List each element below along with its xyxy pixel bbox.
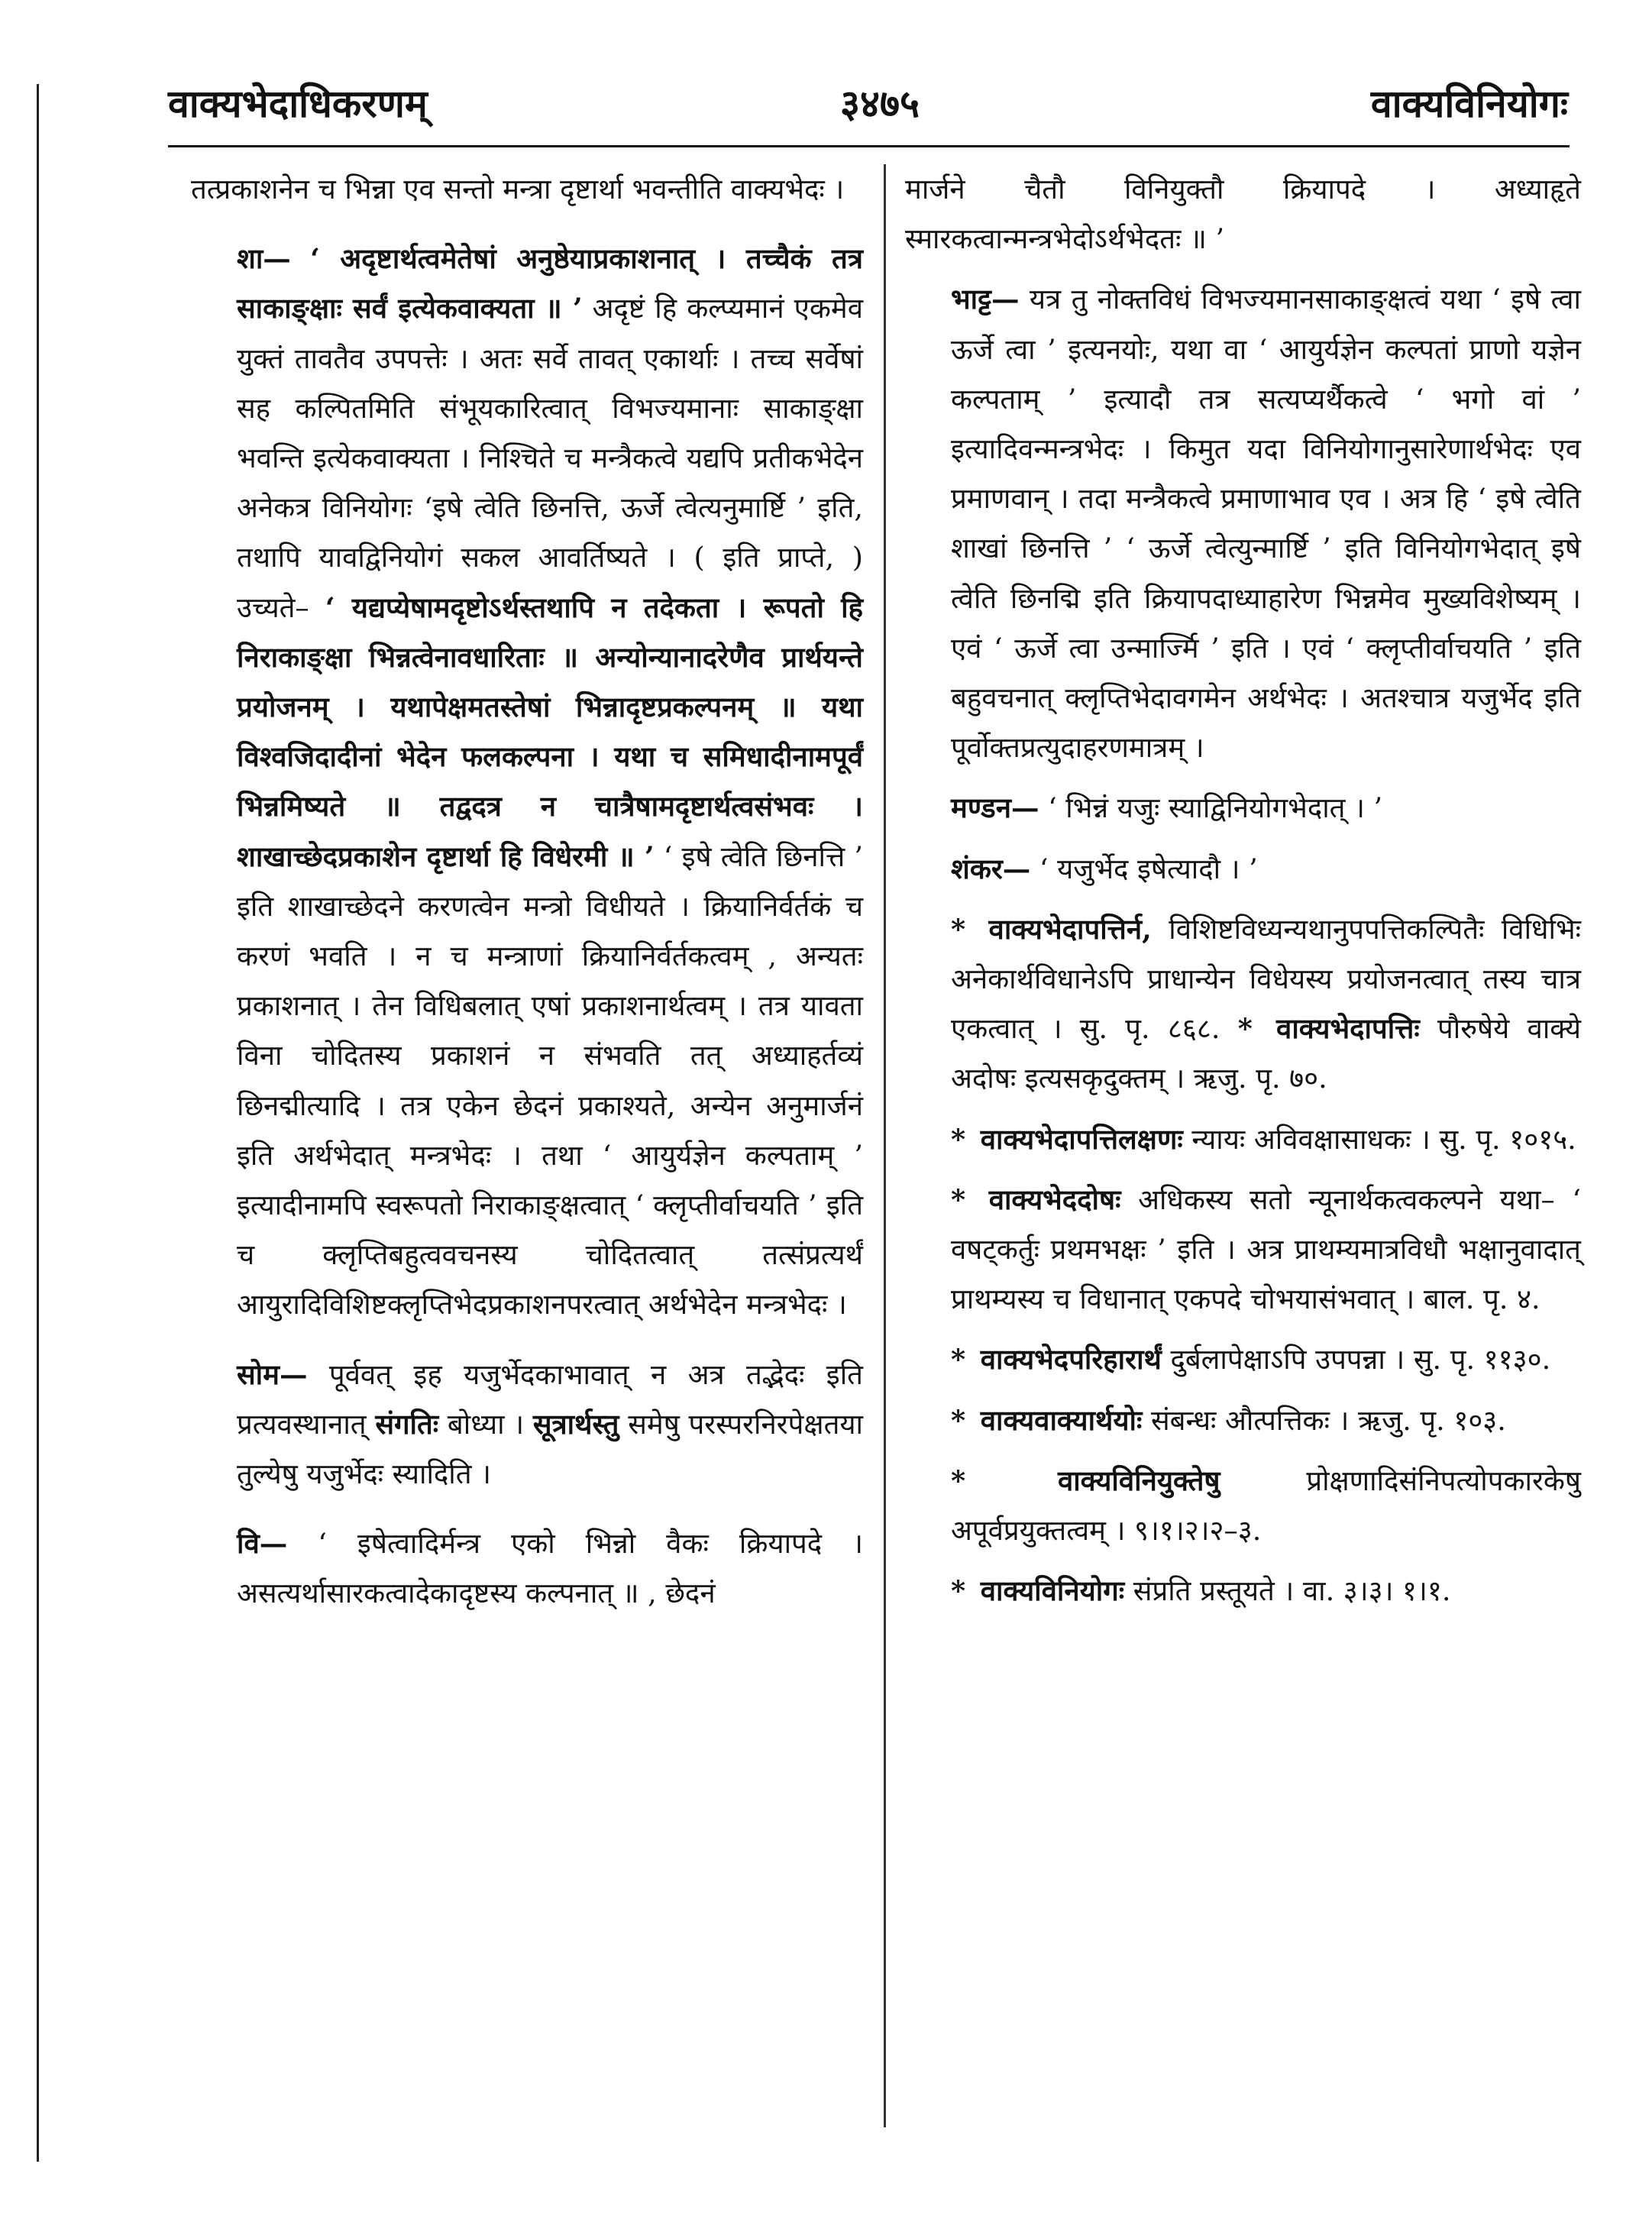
entry-headword: वाक्यभेदापत्तिर्न,: [988, 912, 1152, 946]
commentator-label: शा—: [237, 242, 291, 276]
page-number: ३४७५: [840, 81, 920, 126]
asterisk-icon: *: [951, 1574, 966, 1608]
commentator-label: सोम—: [237, 1357, 308, 1391]
left-column: [191, 164, 863, 1629]
paragraph: तत्प्रकाशनेन च भिन्ना एव सन्तो मन्त्रा दृष्टार्था भवन्तीति वाक्यभेदः ।: [191, 173, 845, 205]
commentator-label: वि—: [237, 1527, 288, 1561]
asterisk-icon: *: [1237, 1012, 1253, 1046]
entry: * वाक्यभेदापत्तिलक्षणः न्यायः अविवक्षासाधकः । सु. पृ. १०१५.: [951, 1122, 1576, 1156]
entry: * वाक्यभेददोषः अधिकस्य सतो न्यूनार्थकत्वकल्पने यथा– ‘ वषट्कर्तुः प्रथमभक्षः ’ इति । अत्र प्राथम्यमात्रविधौ भक्षानुवादात् प्राथम्यस्य च विधानात् एकपदे चोभयासंभवात् । बाल. पृ. ४.: [951, 1182, 1581, 1316]
paragraph: मार्जने चैतौ विनियुक्तौ क्रियापदे । अध्याहृते स्मारकत्वान्मन्त्रभेदोऽर्थभेदतः ॥ ’: [905, 173, 1581, 256]
asterisk-icon: *: [951, 1182, 966, 1216]
quoted-verse: ‘ यद्यप्येषामदृष्टोऽर्थस्तथापि न तदेकता । रूपतो हि निराकाङ्क्षा भिन्नत्वेनावधारिताः ॥ अन्योन्यानादरेणैव प्रार्थयन्ते प्रयोजनम् । यथापेक्षमतस्तेषां भिन्नादृष्टप्रकल्पनम् ॥ यथा विश्वजिदादीनां भेदेन फलकल्पना । यथा च समिधादीनामपूर्वं भिन्नमिष्यते ॥ तद्वदत्र न चात्रैषामदृष्टार्थत्वसंभवः । शाखाच्छेदप्रकाशेन दृष्टार्था हि विधेरमी ॥ ’: [237, 590, 864, 873]
paragraph-soma: सोम— पूर्ववत् इह यजुर्भेदकाभावात् न अत्र तद्भेदः इति प्रत्यवस्थानात् संगतिः बोध्या । सूत्रार्थस्तु समेषु परस्परनिरपेक्षतया तुल्येषु यजुर्भेदः स्यादिति ।: [237, 1357, 864, 1491]
asterisk-icon: *: [951, 1403, 966, 1437]
asterisk-icon: *: [951, 1464, 966, 1497]
entry-headword: वाक्यभेदपरिहारार्थं: [980, 1343, 1162, 1376]
binding-margin-rule: [37, 84, 39, 2162]
commentator-label: शंकर—: [951, 852, 1031, 885]
entry: * वाक्यविनियुक्तेषु प्रोक्षणादिसंनिपत्योपकारकेषु अपूर्वप्रयुक्तत्वम् । ९।१।२।२–३.: [951, 1464, 1581, 1548]
asterisk-icon: *: [951, 912, 966, 946]
paragraph-mandana: मण्डन— ‘ भिन्नं यजुः स्याद्विनियोगभेदात् । ’: [951, 791, 1383, 825]
header-left-title: वाक्यभेदाधिकरणम्: [168, 81, 428, 126]
asterisk-icon: *: [951, 1122, 966, 1156]
paragraph-bhatta: भाट्ट— यत्र तु नोक्तविधं विभज्यमानसाकाङ्क्षत्वं यथा ‘ इषे त्वा ऊर्जे त्वा ’ इत्यनयोः, यथा वा ‘ आयुर्यज्ञेन कल्पतां प्राणो यज्ञेन कल्पताम् ’ इत्यादौ तत्र सत्यप्यर्थैकत्वे ‘ भगो वां ’ इत्यादिवन्मन्त्रभेदः । किमुत यदा विनियोगानुसारेणार्थभेदः एव प्रमाणवान् । तदा मन्त्रैकत्वे प्रमाणाभाव एव । अत्र हि ‘ इषे त्वेति शाखां छिनत्ति ’ ‘ ऊर्जे त्वेत्युन्मार्ष्टि ’ इति विनियोगभेदात् इषे त्वेति छिनद्मि इति क्रियापदाध्याहारेण भिन्नमेव मुख्यविशेष्यम् । एवं ‘ ऊर्जे त्वा उन्मार्ज्मि ’ इति । एवं ‘ क्लृप्तीर्वाचयति ’ इति बहुवचनात् क्लृप्तिभेदावगमेन अर्थभेदः । अतश्चात्र यजुर्भेद इति पूर्वोक्तप्रत्युदाहरणमात्रम् ।: [951, 283, 1581, 765]
entry: * वाक्यभेदापत्तिर्न, विशिष्टविध्यन्यथानुपपत्तिकल्पितैः विधिभिः अनेकार्थविधानेऽपि प्राधान्येन विधेयस्य प्रयोजनत्वात् तस्य चात्र एकत्वात् । सु. पृ. ८६८. * वाक्यभेदापत्तिः पौरुषेये वाक्ये अदोषः इत्यसकृदुक्तम् । ऋजु. पृ. ७०.: [951, 912, 1581, 1095]
entry-headword: वाक्यविनियुक्तेषु: [1057, 1464, 1220, 1497]
entry: * वाक्यवाक्यार्थयोः संबन्धः औत्पत्तिकः । ऋजु. पृ. १०३.: [951, 1403, 1506, 1437]
entry-headword: वाक्यविनियोगः: [980, 1574, 1125, 1608]
right-column: [905, 164, 1581, 1626]
header-right-title: वाक्यविनियोगः: [1370, 81, 1568, 126]
commentator-label: मण्डन—: [951, 791, 1039, 825]
column-divider: [884, 164, 886, 2127]
commentator-label: भाट्ट—: [951, 283, 1020, 316]
quoted-verse: ‘ अदृष्टार्थत्वमेतेषां अनुष्ठेयाप्रकाशनात् । तच्चैकं तत्र साकाङ्क्षाः सर्वं इत्येकवाक्यता ॥ ’: [237, 242, 863, 325]
running-header: [168, 76, 1568, 126]
entry-headword: वाक्यभेददोषः: [988, 1182, 1121, 1216]
paragraph-vi: वि— ‘ इषेत्वादिर्मन्त्र एको भिन्नो वैकः क्रियापदे । असत्यर्थासारकत्वादेकादृष्टस्य कल्पनात् ॥ , छेदनं: [237, 1527, 864, 1610]
header-rule: [168, 145, 1570, 147]
asterisk-icon: *: [951, 1343, 966, 1376]
paragraph-shankara: शंकर— ‘ यजुर्भेद इषेत्यादौ । ’: [951, 852, 1258, 885]
entry: * वाक्यविनियोगः संप्रति प्रस्तूयते । वा. ३।३। १।१.: [951, 1574, 1451, 1608]
entry: * वाक्यभेदपरिहारार्थं दुर्बलापेक्षाऽपि उपपन्ना । सु. पृ. ११३०.: [951, 1343, 1551, 1376]
entry-headword: वाक्यभेदापत्तिः: [1276, 1012, 1420, 1046]
paragraph-sha: शा— ‘ अदृष्टार्थत्वमेतेषां अनुष्ठेयाप्रकाशनात् । तच्चैकं तत्र साकाङ्क्षाः सर्वं इत्येकवाक्यता ॥ ’ अदृष्टं हि कल्प्यमानं एकमेव युक्तं तावतैव उपपत्तेः । अतः सर्वे तावत् एकार्थाः । तच्च सर्वेषां सह कल्पितमिति संभूयकारित्वात् विभज्यमानाः साकाङ्क्षा भवन्ति इत्येकवाक्यता । निश्चिते च मन्त्रैकत्वे यद्यपि प्रतीकभेदेन अनेकत्र विनियोगः ‘इषे त्वेति छिनत्ति, ऊर्जे त्वेत्यनुमार्ष्टि ’ इति, तथापि यावद्विनियोगं सकल आवर्तिष्यते । ( इति प्राप्ते, ) उच्यते– ‘ यद्यप्येषामदृष्टोऽर्थस्तथापि न तदेकता । रूपतो हि निराकाङ्क्षा भिन्नत्वेनावधारिताः ॥ अन्योन्यानादरेणैव प्रार्थयन्ते प्रयोजनम् । यथापेक्षमतस्तेषां भिन्नादृष्टप्रकल्पनम् ॥ यथा विश्वजिदादीनां भेदेन फलकल्पना । यथा च समिधादीनामपूर्वं भिन्नमिष्यते ॥ तद्वदत्र न चात्रैषामदृष्टार्थत्वसंभवः । शाखाच्छेदप्रकाशेन दृष्टार्था हि विधेरमी ॥ ’ ‘ इषे त्वेति छिनत्ति ’ इति शाखाच्छेदने करणत्वेन मन्त्रो विधीयते । क्रियानिर्वर्तकं च करणं भवति । न च मन्त्राणां क्रियानिर्वर्तकत्वम् , अन्यतः प्रकाशनात् । तेन विधिबलात् एषां प्रकाशनार्थत्वम् । तत्र यावता विना चोदितस्य प्रकाशनं न संभवति तत् अध्याहर्तव्यं छिनद्मीत्यादि । तत्र एकेन छेदनं प्रकाश्यते, अन्येन अनुमार्जनं इति अर्थभेदात् मन्त्रभेदः । तथा ‘ आयुर्यज्ञेन कल्पताम् ’ इत्यादीनामपि स्वरूपतो निराकाङ्क्षत्वात् ‘ क्लृप्तीर्वाचयति ’ इति च क्लृप्तिबहुत्ववचनस्य चोदितत्वात् तत्संप्रत्यर्थं आयुरादिविशिष्टक्लृप्तिभेदप्रकाशनपरत्वात् अर्थभेदेन मन्त्रभेदः ।: [237, 242, 864, 1321]
entry-headword: वाक्यभेदापत्तिलक्षणः: [980, 1122, 1183, 1156]
entry-headword: वाक्यवाक्यार्थयोः: [980, 1403, 1143, 1437]
